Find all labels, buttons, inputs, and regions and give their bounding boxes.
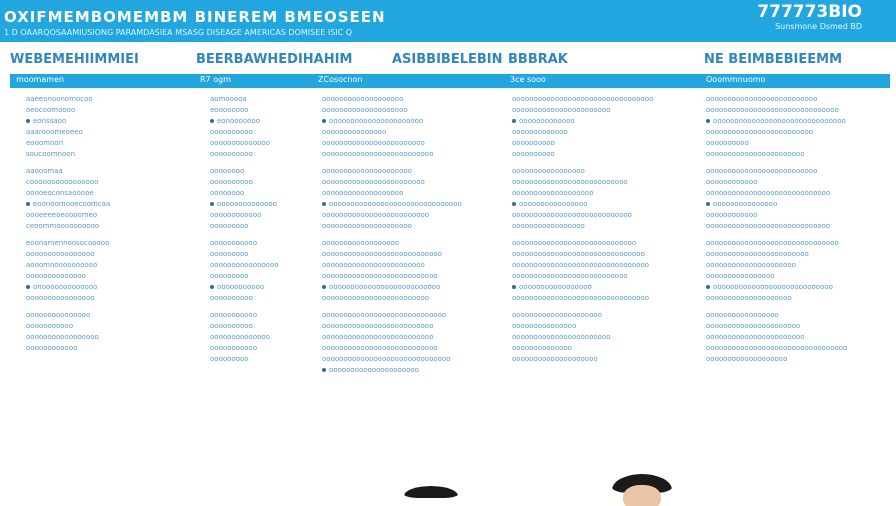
list-item: aomooooa [210,95,247,103]
list-item: ooooooooooooooooooooo [322,222,412,230]
list-item: ooooooooooooooooooooooooooooooo [706,239,839,247]
list-item: ooooooooooooooooooooooo [706,150,805,158]
list-item: oooooooooo [210,294,253,302]
list-item: ooooooooooooooooooooo [322,167,412,175]
list-item: oooeeeeoeoooomeo [26,211,98,219]
list-item: oooooooooooooooo [706,272,775,280]
list-item: ooooooooo [210,222,249,230]
list-item: oooooooooooooooooooooooo [322,139,425,147]
list-item: oooooooooooooooooooooo [706,322,801,330]
bullet-icon [322,368,326,372]
list-item: ooooooooooooooooooooooooooooooo [322,199,502,210]
list-item: oooooooooooooooooooooo [322,116,502,127]
list-item: oooooooooooo [706,178,758,186]
bullet-icon [210,202,214,206]
list-item: oooooooooooooo [512,344,572,352]
bullet-icon [26,119,30,123]
list-item: oooooooooooooooooooooooooo [706,167,818,175]
list-item: oooooooooooo [210,211,262,219]
list-item: ooooooooooo [210,344,258,352]
list-item: ooooooooooo [210,311,258,319]
list-item: oooooooo [210,167,245,175]
column-head-5: Ooommnuomo [706,75,766,84]
list-item: oooooooooooooooooooooooo [706,250,809,258]
bullet-icon [512,285,516,289]
list-item: ooooooooooooooooooooooooooooo [512,239,637,247]
list-item: ooooooooooooooooo [706,311,779,319]
list-item: oooooooooooooo [210,333,270,341]
bullet-icon [706,285,710,289]
section-heading-4: BBBRAK [508,52,568,67]
list-item: ooooooooooooo [512,116,692,127]
list-item: oooooooooooooooooooooooooooooooo [512,261,650,269]
content-column-3 [322,94,502,376]
list-item: eonssaoo [26,116,186,127]
list-item: ooooooooooooooooooooooo [512,106,611,114]
list-item: eoonamennoosocooooo [26,239,110,247]
list-item: oooooooooo [210,128,253,136]
banner-title: OXIFMEMBOMEMBM BINEREM BMEOSEEN [4,8,386,26]
list-item: oooooooooooo [26,344,78,352]
list-item: ooooooooooooooo [26,311,91,319]
bullet-icon [210,119,214,123]
list-item: ooooooooooooooooooooooooo [706,128,814,136]
banner-number-subtitle: Sunsmone Dsmed BD [775,22,862,31]
list-item: oeocoomoooo [26,106,76,114]
list-item: ooooooooooooooooooooooooooooooo [706,116,888,127]
list-item: ooooooooooooooo [706,199,888,210]
list-item: oooooooooooooooooooo [706,294,792,302]
list-item: onooooooooooooo [26,282,186,293]
content-column-5 [706,94,888,365]
banner-number: 777773BIO [757,2,862,22]
list-item: ooooeoconsaooooe [26,189,94,197]
list-item: oooooooooooooooo [210,261,279,269]
list-item: oooooooooo [512,139,555,147]
list-item: oooooooooooooooooooo [512,355,598,363]
person-photo-right [612,474,672,506]
list-item: oooooooooooooo [210,139,270,147]
list-item: ooooooooooooooo [322,128,387,136]
list-item: oooooooooooooooooooooooooooooooo [512,294,650,302]
column-head-3: ZCosocnon [318,75,363,84]
section-heading-1: WEBEMEHIIMMIEI [10,52,139,67]
list-item: ooooooooo [210,250,249,258]
list-item: oooooooooo [210,178,253,186]
list-item: ooooooooooooooooooooooooooooooo [706,106,839,114]
list-item: oooooooooooooooooooooooooooooo [322,355,451,363]
section-heading-2: BEERBAWHEDIHAHIM [196,52,353,67]
content-column-1 [26,94,186,354]
bullet-icon [322,202,326,206]
list-item: oooooooooooooooooo [322,239,400,247]
list-item: ooooooooooooooooooooo [322,365,502,376]
list-item: ooooooooooooooooooooooooooo [512,272,628,280]
list-item: oooooooooooooooo [512,199,692,210]
list-item: ooooooooooooooooooooooo [706,333,805,341]
list-item: ooooooooooooooooooo [706,355,788,363]
section-heading-3: ASIBBIBELEBIN [392,52,503,67]
list-item: oooooooooooooooooooooooooooo [322,250,442,258]
list-item: ooooooooooooooooooooo [706,261,796,269]
column-head-1: moomamen [16,75,65,84]
list-item: aaarooomeoeeo [26,128,83,136]
list-item: ooooooooooooooooo [512,282,692,293]
list-item: ooooooooooooooooooooooooooooo [706,189,831,197]
list-item: oooooooooo [210,150,253,158]
list-item: ooooooooooooooooooo [322,189,404,197]
list-item: oooooooooooooooo [26,250,95,258]
list-item: ooooooooooooooooooooo [512,311,602,319]
list-item: soucoomnoon [26,150,76,158]
list-item: ooooooooooooooooooooooooooo [322,344,438,352]
list-item: ooooooooooooooooooooooooo [322,211,430,219]
list-item: ooooooooooooooooooooooooooooooooo [706,344,848,352]
list-item: oooooooooooooooooooooooooo [322,282,502,293]
bullet-icon [322,119,326,123]
list-item: aaooomaa [26,167,63,175]
list-item: ooooooooooo [210,239,258,247]
list-item: ooooooooooooooooooooooooooo [512,178,628,186]
list-item: oooooooooooooooooooooooo [322,178,425,186]
list-item: ooooooooooooo [512,128,568,136]
list-item: aaeeonoonomocoo [26,95,93,103]
section-headings [0,52,896,72]
bullet-icon [26,202,30,206]
list-item: eooomnon [26,139,64,147]
list-item: oooooooooo [210,322,253,330]
list-item: ooooooooooooooooooooooooooooooooo [512,95,654,103]
list-item: ooooooooooooooooooooooooo [322,294,430,302]
bullet-icon [26,285,30,289]
list-item: oooooooooo [512,150,555,158]
list-item: ooooooooooo [26,322,74,330]
content-column-4 [512,94,692,365]
bullet-icon [706,202,710,206]
bullet-icon [512,119,516,123]
list-item: ooooooooooooooooooooooooooooo [322,311,447,319]
list-item: ooooooooooooooo [512,322,577,330]
content-column-2 [210,94,310,365]
list-item: ooooooooooooooooooooooo [512,333,611,341]
list-item: coooooooooooooooo [26,178,99,186]
header-banner [0,0,896,42]
list-item: ceoommoooooooooo [26,222,100,230]
list-item: eoooooooo [210,106,249,114]
list-item: oooooooooooooooooooooooo [322,261,425,269]
list-item: ooooooooo [210,355,249,363]
list-item: oooooooo [210,189,245,197]
list-item: oooooooooooooo [210,199,310,210]
list-item: ooooooooooooooooooo [322,95,404,103]
list-item: ooooooooooooooooooo [512,189,594,197]
list-item: oooooooooooooooooooooooooooo [512,211,632,219]
bullet-icon [512,202,516,206]
list-item: oooooooooooooooooooooooooo [322,150,434,158]
list-item: oooooooooooooo [26,272,86,280]
list-item: ooooooooooo [210,282,310,293]
list-item: oooooooooooo [706,211,758,219]
bullet-icon [322,285,326,289]
list-item: oooooooooo [706,139,749,147]
list-item: oooooooooooooooooooo [322,106,408,114]
list-item: eonooooooo [210,116,310,127]
column-head-2: R7 ogm [200,75,231,84]
banner-subtitle: 1 D OAARQOSAAMIUSIONG PARAMDASIEA MSASG DISEAGE AMERICAS DOMISEE ISIC Q [4,28,353,37]
list-item: aooomnoooooooooo [26,261,98,269]
list-item: ooooooooooooooooooooooooooo [322,272,438,280]
list-item: ooooooooooooooooo [512,167,585,175]
list-item: ooooooooooooooooooooooooooooo [706,222,831,230]
list-item: ooooooooooooooooo [512,222,585,230]
list-item: oooooooooooooooooooooooooooo [706,282,888,293]
list-item: oooooooooooooooooooooooooo [322,333,434,341]
list-item: oooooooooooooooooooooooooo [706,95,818,103]
bullet-icon [706,119,710,123]
list-item: ooooooooooooooooo [26,333,99,341]
list-item: ooooooooo [210,272,249,280]
section-heading-5: NE BEIMBEBIEEMM [704,52,843,67]
list-item: ooooooooooooooooooooooooooooooo [512,250,645,258]
person-photo-left [404,486,458,506]
column-head-4: 3ce sooo [510,75,546,84]
list-item: oooooooooooooooooooooooooo [322,322,434,330]
bullet-icon [210,285,214,289]
list-item: oooooooooooooooo [26,294,95,302]
list-item: eoonoomooecoomcaa [26,199,186,210]
